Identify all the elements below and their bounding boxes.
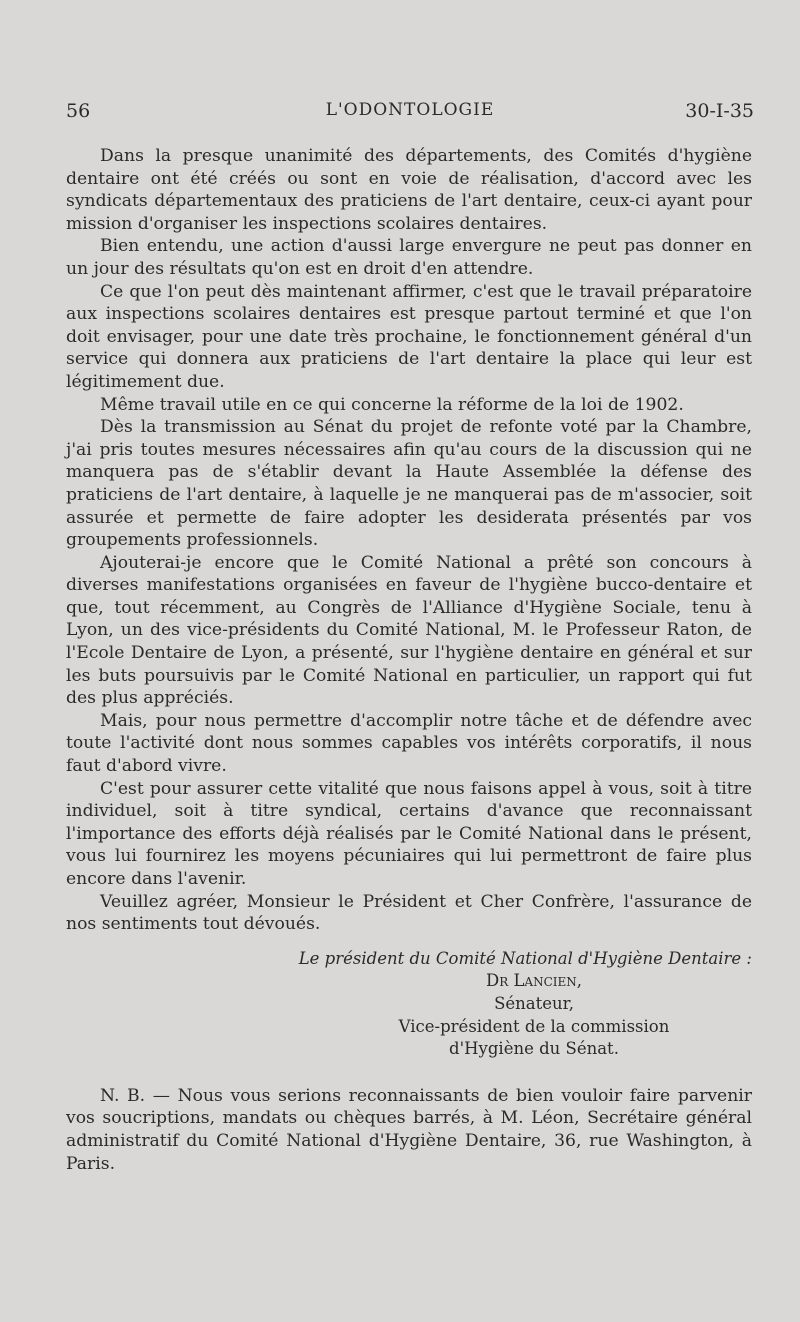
paragraph: Ce que l'on peut dès maintenant affirmer, c'est que le travail préparatoire aux inspections scolaires dentaires est presque partout terminé et que l'on doit envisager, pour une date très prochaine, le fonctionnement général d'un service qui donnera aux praticiens de l'art dentaire la place qui leur est légitimement due.	[66, 281, 752, 392]
paragraph: Ajouterai-je encore que le Comité National a prêté son concours à diverses manifestations organisées en faveur de l'hygiène bucco-dentaire et que, tout récemment, au Congrès de l'Alliance d'Hygiène Sociale, tenu à Lyon, un des vice-présidents du Comité National, M. le Professeur Raton, de l'Ecole Dentaire de Lyon, a présenté, sur l'hygiène dentaire en général et sur les buts poursuivis par le Comité National en particulier, un rapport qui fut des plus appréciés.	[66, 552, 752, 709]
page-number: 56	[66, 100, 91, 122]
signatory-position-1: Vice-président de la commission	[398, 1016, 670, 1036]
signatory-name: Dr Lancien,	[485, 971, 583, 991]
paragraph: Dans la presque unanimité des départements, des Comités d'hygiène dentaire ont été créés ou sont en voie de réalisation, d'accord avec les syndicats départementaux des praticiens de l'art dentaire, ceux-ci ayant pour mission d'organiser les inspections scolaires dentaires.	[66, 146, 752, 234]
issue-date: 30-I-35	[685, 100, 754, 122]
paragraph: Dès la transmission au Sénat du projet de refonte voté par la Chambre, j'ai pris toutes mesures nécessaires afin qu'au cours de la discussion qui ne manquera pas de s'établir devant la Haute Assemblée la défense des praticiens de l'art dentaire, à laquelle je ne manquerai pas de m'associer, soit assurée et permette de faire adopter les desiderata présentés par vos groupements professionnels.	[66, 417, 752, 551]
running-title: L'ODONTOLOGIE	[325, 100, 495, 120]
paragraph: Même travail utile en ce qui concerne la réforme de la loi de 1902.	[100, 394, 684, 415]
letter-body	[66, 145, 752, 1175]
nota-bene: N. B. — Nous vous serions reconnaissants de bien vouloir faire parvenir vos soucriptions, mandats ou chèques barrés, à M. Léon, Secrétaire général administratif du Comité National d'Hygiène Dentaire, 36, rue Washington, à Paris.	[66, 1085, 752, 1174]
paragraph: Veuillez agréer, Monsieur le Président et Cher Confrère, l'assurance de nos sentiments tout dévoués.	[66, 891, 752, 935]
paragraph: C'est pour assurer cette vitalité que nous faisons appel à vous, soit à titre individuel, soit à titre syndical, certains d'avance que reconnaissant l'importance des efforts déjà réalisés par le Comité National dans le présent, vous lui fournirez les moyens pécuniaires qui lui permettront de faire plus encore dans l'avenir.	[66, 778, 752, 889]
paragraph: Mais, pour nous permettre d'accomplir notre tâche et de défendre avec toute l'activité dont nous sommes capables vos intérêts corporatifs, il nous faut d'abord vivre.	[66, 710, 752, 777]
signature-block	[66, 948, 752, 1061]
signatory-position-2: d'Hygiène du Sénat.	[449, 1039, 619, 1059]
signatory-role: Sénateur,	[494, 993, 574, 1013]
page-header	[66, 100, 754, 126]
signature-title: Le président du Comité National d'Hygiène Dentaire :	[298, 948, 752, 968]
paragraph: Bien entendu, une action d'aussi large envergure ne peut pas donner en un jour des résultats qu'on est en droit d'en attendre.	[66, 236, 752, 279]
